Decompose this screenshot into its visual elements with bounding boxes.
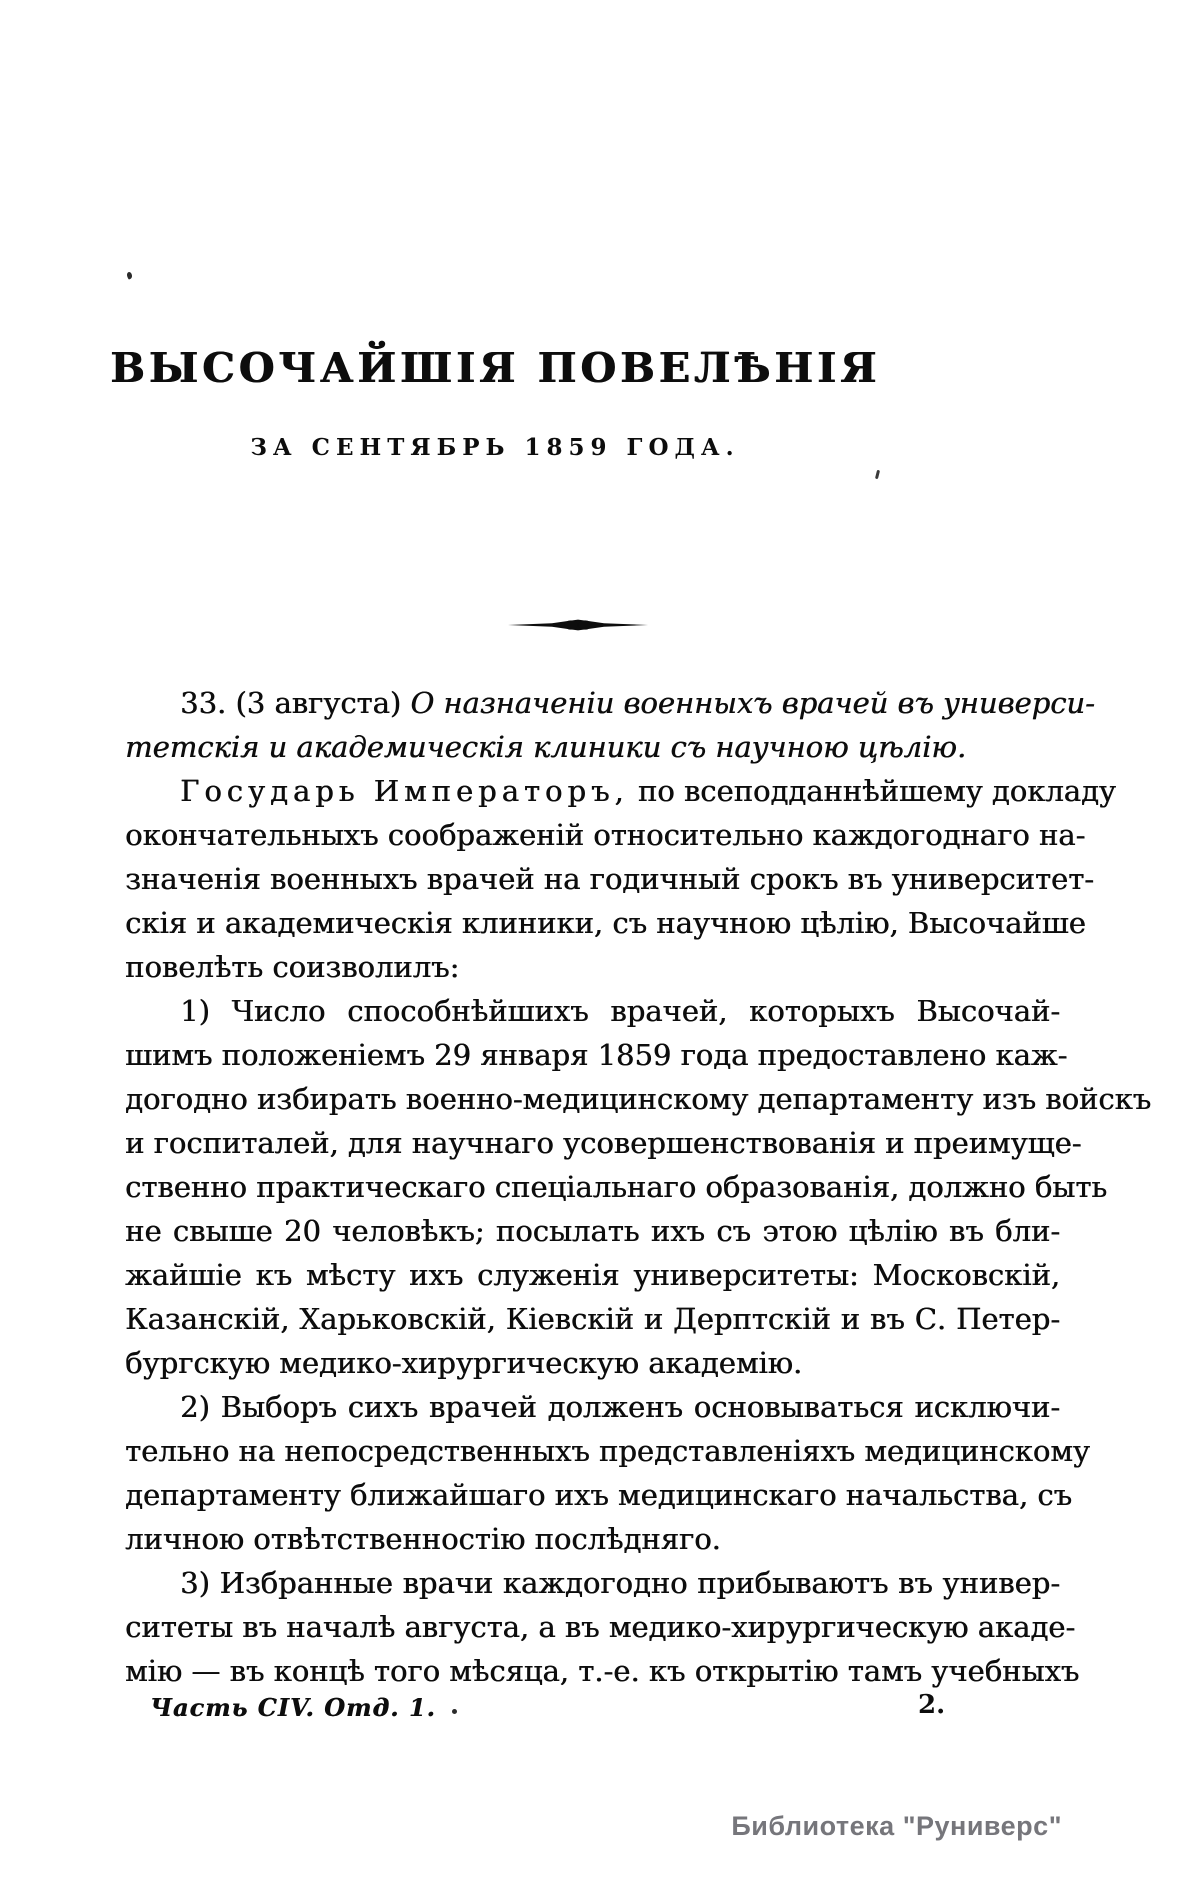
body-text-line: ственно практическаго спеціальнаго образованія, должно быть bbox=[125, 1170, 1108, 1204]
body-text-line: догодно избирать военно-медицинскому департаменту изъ войскъ bbox=[125, 1082, 1152, 1116]
library-watermark: Библиотека "Руниверс" bbox=[731, 1811, 1062, 1841]
article-number: 33. (3 августа) bbox=[180, 686, 402, 720]
body-text-line: департаменту ближайшаго ихъ медицинскаго начальства, съ bbox=[125, 1478, 1072, 1512]
body-text-line: и госпиталей, для научнаго усовершенствованія и преимуще- bbox=[125, 1126, 1082, 1160]
tapered-rule-icon bbox=[508, 618, 648, 632]
body-text-line: бургскую медико-хирургическую академію. bbox=[125, 1346, 803, 1380]
body-text-line: тельно на непосредственныхъ представленіяхъ медицинскому bbox=[125, 1434, 1090, 1468]
volume-signature: Часть CIV. Отд. 1. bbox=[150, 1693, 436, 1722]
body-text-line: 1) Число способнѣйшихъ врачей, которыхъ Высочай- bbox=[180, 994, 1060, 1028]
ink-speck bbox=[126, 271, 133, 279]
page-number: 2. bbox=[918, 1690, 946, 1720]
body-text-line: 3) Избранные врачи каждогодно прибываютъ въ универ- bbox=[180, 1566, 1060, 1600]
body-text-line: жайшіе къ мѣсту ихъ служенія университеты: Московскій, bbox=[125, 1258, 1060, 1292]
body-text-line: ситеты въ началѣ августа, а въ медико-хирургическую акаде- bbox=[125, 1610, 1076, 1644]
ink-speck bbox=[452, 1709, 457, 1714]
body-text-line: личною отвѣтственностію послѣдняго. bbox=[125, 1522, 721, 1556]
body-text-line: окончательныхъ соображеній относительно каждогоднаго на- bbox=[125, 818, 1086, 852]
body-text-line bbox=[125, 769, 1116, 813]
article-title-italic: О назначеніи военныхъ врачей въ универси- bbox=[410, 686, 1095, 720]
body-text-line: скія и академическія клиники, съ научною цѣлію, Высочайше bbox=[125, 906, 1086, 940]
article-heading-line-2: тетскія и академическія клиники съ научною цѣлію. bbox=[125, 730, 967, 764]
body-text-line: значенія военныхъ врачей на годичный срокъ въ университет- bbox=[125, 862, 1094, 896]
ornament-divider bbox=[508, 617, 648, 631]
page-subtitle: ЗА СЕНТЯБРЬ 1859 ГОДА. bbox=[250, 434, 740, 461]
emperor-emphasis: Государь Императоръ, bbox=[180, 774, 629, 808]
body-text-span: по всеподданнѣйшему докладу bbox=[637, 774, 1116, 808]
body-text-line: шимъ положеніемъ 29 января 1859 года предоставлено каж- bbox=[125, 1038, 1068, 1072]
body-text-line: повелѣть соизволилъ: bbox=[125, 950, 460, 984]
text-column bbox=[125, 681, 1152, 1693]
body-text-line: Казанскій, Харьковскій, Кіевскій и Дерптскій и въ С. Петер- bbox=[125, 1302, 1060, 1336]
body-text-line: мію — въ концѣ того мѣсяца, т.-е. къ открытію тамъ учебныхъ bbox=[125, 1654, 1080, 1688]
article-heading-line-1 bbox=[125, 681, 1095, 725]
ink-speck bbox=[875, 470, 880, 479]
page-title: ВЫСОЧАЙШІЯ ПОВЕЛѢНІЯ bbox=[110, 344, 881, 392]
body-text-line: 2) Выборъ сихъ врачей долженъ основываться исключи- bbox=[180, 1390, 1060, 1424]
body-text-line: не свыше 20 человѣкъ; посылать ихъ съ этою цѣлію въ бли- bbox=[125, 1214, 1060, 1248]
